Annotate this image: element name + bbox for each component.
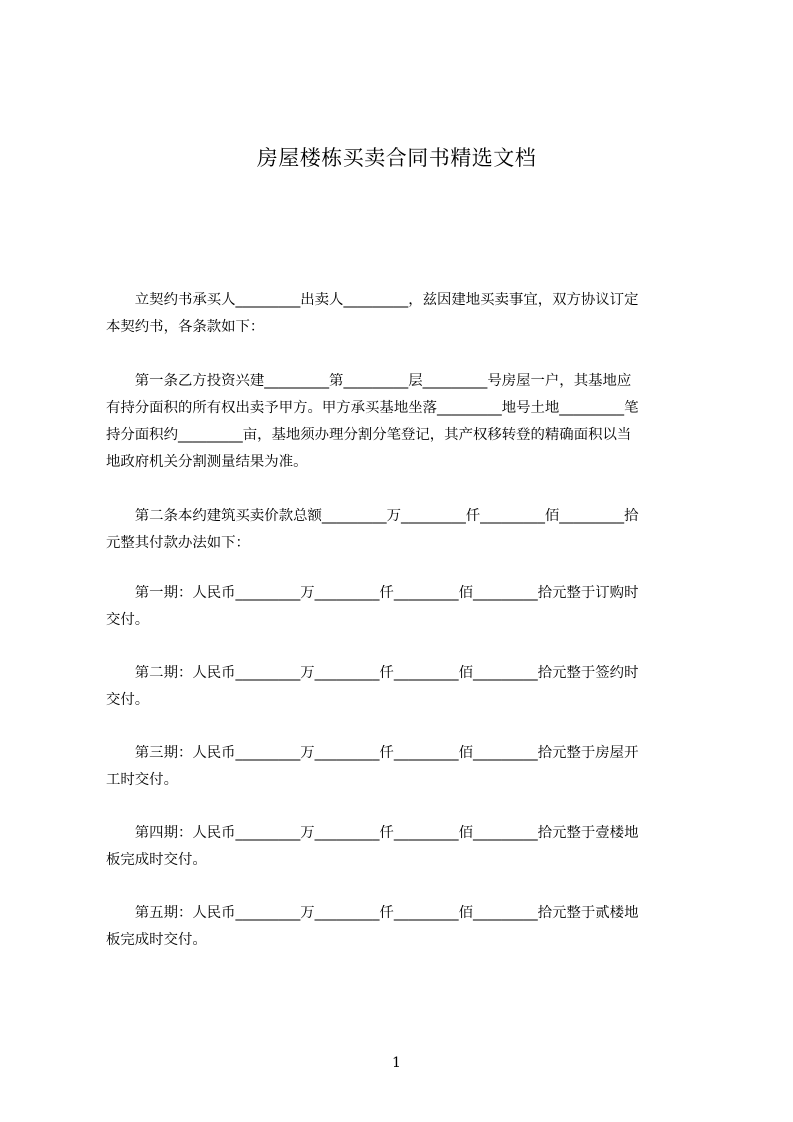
text-line: 工时交付。: [106, 772, 178, 788]
text-line: 本契约书，各条款如下：: [106, 319, 265, 335]
text-line: 持分面积约_________亩，基地须办理分割分笔登记，其产权移转登的精确面积以当: [106, 427, 632, 443]
text-line: 第四期：人民币_________万_________仟_________佰_________拾元整于壹楼地: [106, 825, 639, 841]
payment-phase-4: [106, 820, 706, 874]
payment-phase-5: [106, 900, 706, 954]
page-number: 1: [392, 1055, 401, 1071]
text-line: 元整其付款办法如下：: [106, 535, 250, 551]
article-1-paragraph: [106, 368, 706, 476]
text-line: 第一条乙方投资兴建_________第_________层_________号房屋一户，其基地应: [106, 373, 632, 389]
text-line: 有持分面积的所有权出卖予甲方。甲方承买基地坐落_________地号土地_________笔: [106, 400, 639, 416]
text-line: 交付。: [106, 612, 150, 628]
payment-phase-2: [106, 660, 706, 714]
text-line: 立契约书承买人_________出卖人_________，兹因建地买卖事宜，双方协议订定: [106, 292, 639, 308]
page-title: 房屋楼栋买卖合同书精选文档: [256, 146, 537, 170]
article-2-paragraph: [106, 503, 706, 557]
text-line: 第五期：人民币_________万_________仟_________佰_________拾元整于贰楼地: [106, 905, 639, 921]
text-line: 板完成时交付。: [106, 932, 207, 948]
payment-phase-3: [106, 740, 706, 794]
text-line: 地政府机关分割测量结果为准。: [106, 454, 308, 470]
text-line: 第一期：人民币_________万_________仟_________佰_________拾元整于订购时: [106, 585, 639, 601]
text-line: 第二条本约建筑买卖价款总额_________万_________仟_________佰_________拾: [106, 508, 639, 524]
intro-paragraph: [106, 287, 706, 341]
text-line: 交付。: [106, 692, 150, 708]
payment-phase-1: [106, 580, 706, 634]
text-line: 第二期：人民币_________万_________仟_________佰_________拾元整于签约时: [106, 665, 639, 681]
text-line: 第三期：人民币_________万_________仟_________佰_________拾元整于房屋开: [106, 745, 639, 761]
text-line: 板完成时交付。: [106, 852, 207, 868]
